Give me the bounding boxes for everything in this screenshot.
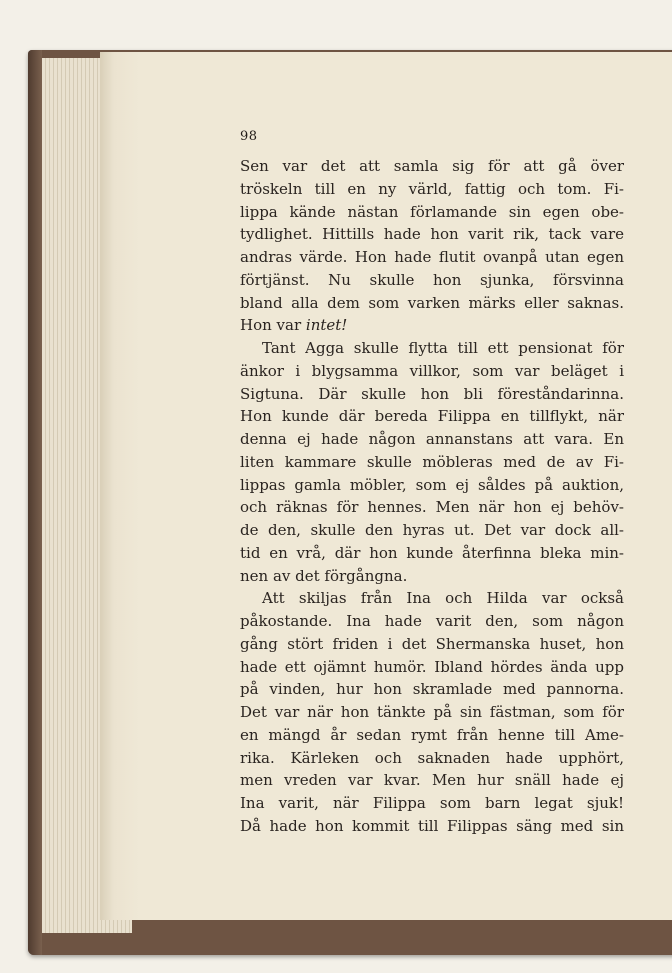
emphasized-word: intet! [305, 316, 348, 335]
text-line: Då hade hon kommit till Filippas säng med sin [240, 816, 624, 835]
text-line-with-emphasis [240, 314, 624, 337]
text-line: Sen var det att samla sig för att gå över [240, 157, 624, 175]
text-line: Ina varit, när Filippa som barn legat sjuk! [240, 794, 624, 812]
text-line: andras värde. Hon hade flutit ovanpå utan egen [240, 248, 624, 266]
text-line: på vinden, hur hon skramlade med pannorna. [240, 680, 624, 699]
text-line: Sigtuna. Där skulle hon bli föreståndarinna. [240, 384, 624, 403]
text-line: gång stört friden i det Shermanska huset, hon [240, 634, 624, 653]
text-line: tydlighet. Hittills hade hon varit rik, tack vare [240, 225, 624, 244]
text-line: och räknas för hennes. Men när hon ej behöv- [240, 498, 624, 517]
text-line: hade ett ojämnt humör. Ibland hördes ända upp [240, 657, 624, 676]
text-line: lippa kände nästan förlamande sin egen obe- [240, 202, 624, 221]
text-line: bland alla dem som varken märks eller saknas. [240, 293, 624, 312]
text-line-start: Hon var [240, 316, 306, 335]
page-number: 98 [240, 129, 258, 144]
text-line: en mängd år sedan rymt från henne till Ame- [240, 725, 624, 744]
text-line: Det var när hon tänkte på sin fästman, som för [240, 703, 624, 721]
text-line: Hon kunde där bereda Filippa en tillflykt, när [240, 407, 624, 426]
text-line: nen av det förgångna. [240, 566, 408, 585]
text-line: änkor i blygsamma villkor, som var beläget i [240, 361, 624, 380]
text-line: förtjänst. Nu skulle hon sjunka, försvinna [240, 270, 624, 289]
text-line: liten kammare skulle möbleras med de av Fi- [240, 452, 624, 471]
paragraph-start-line: Att skiljas från Ina och Hilda var också [262, 589, 624, 608]
text-line: påkostande. Ina hade varit den, som någon [240, 612, 624, 630]
text-line: rika. Kärleken och saknaden hade upphört, [240, 748, 624, 767]
text-line: tid en vrå, där hon kunde återfinna bleka min- [240, 543, 624, 562]
text-line: men vreden var kvar. Men hur snäll hade ej [240, 771, 624, 790]
paragraph-start-line: Tant Agga skulle flytta till ett pensionat för [262, 339, 624, 357]
text-line: lippas gamla möbler, som ej såldes på auktion, [240, 475, 624, 494]
text-line: denna ej hade någon annanstans att vara. En [240, 430, 624, 448]
text-line: de den, skulle den hyras ut. Det var dock all- [240, 521, 624, 539]
body-text [240, 155, 624, 838]
text-line: tröskeln till en ny värld, fattig och tom. Fi- [240, 179, 624, 198]
book-spine [28, 50, 42, 955]
